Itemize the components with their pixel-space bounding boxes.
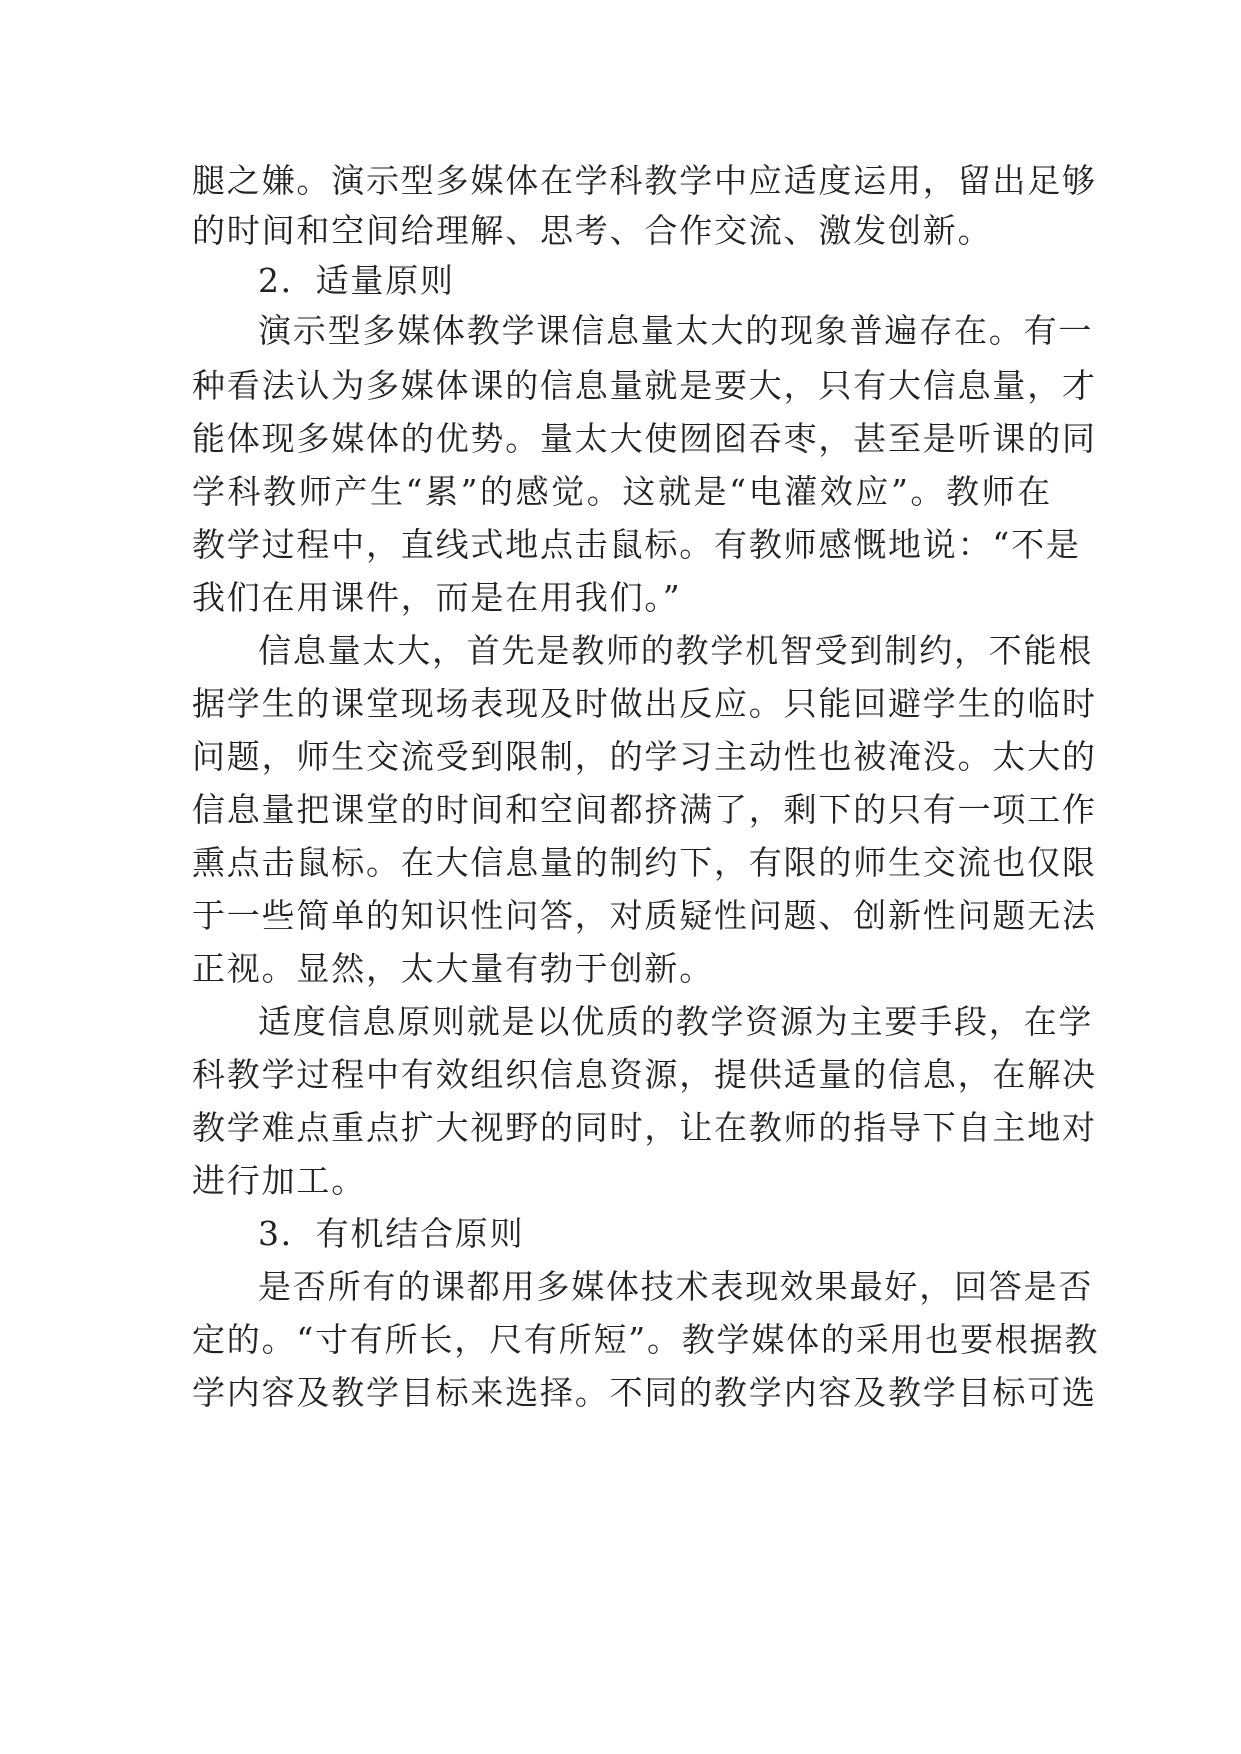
- text-line: 教学难点重点扩大视野的同时，让在教师的指导下自主地对: [192, 1108, 1097, 1147]
- text-line: 熏点击鼠标。在大信息量的制约下，有限的师生交流也仅限: [192, 843, 1097, 882]
- text-line: 能体现多媒体的优势。量太大使囫囵吞枣，甚至是听课的同: [192, 419, 1097, 458]
- section-heading: 2．适量原则: [258, 261, 455, 300]
- text-line: 的时间和空间给理解、思考、合作交流、激发创新。: [192, 211, 993, 250]
- text-line: 适度信息原则就是以优质的教学资源为主要手段，在学: [258, 1002, 1094, 1041]
- text-line: 种看法认为多媒体课的信息量就是要大，只有大信息量，才: [192, 366, 1097, 405]
- text-line: 信息量太大，首先是教师的教学机智受到制约，不能根: [258, 631, 1094, 670]
- text-line: 教学过程中，直线式地点击鼠标。有教师感慨地说：“不是: [192, 525, 1081, 564]
- text-line: 演示型多媒体教学课信息量太大的现象普遍存在。有一: [258, 311, 1094, 350]
- text-line: 科教学过程中有效组织信息资源，提供适量的信息，在解决: [192, 1055, 1097, 1094]
- text-line: 是否所有的课都用多媒体技术表现效果最好，回答是否: [258, 1267, 1094, 1306]
- text-line: 我们在用课件，而是在用我们。”: [192, 578, 682, 617]
- text-line: 定的。“寸有所长，尺有所短”。教学媒体的采用也要根据教: [192, 1320, 1100, 1359]
- section-heading: 3．有机结合原则: [258, 1214, 525, 1253]
- text-line: 据学生的课堂现场表现及时做出反应。只能回避学生的临时: [192, 684, 1097, 723]
- text-line: 问题，师生交流受到限制，的学习主动性也被淹没。太大的: [192, 737, 1097, 776]
- text-line: 学科教师产生“累”的感觉。这就是“电灌效应”。教师在: [192, 472, 1052, 511]
- text-line: 学内容及教学目标来选择。不同的教学内容及教学目标可选: [192, 1373, 1097, 1412]
- text-line: 于一些简单的知识性问答，对质疑性问题、创新性问题无法: [192, 896, 1097, 935]
- text-line: 进行加工。: [192, 1161, 366, 1200]
- text-line: 正视。显然，太大量有勃于创新。: [192, 949, 714, 988]
- text-line: 信息量把课堂的时间和空间都挤满了，剩下的只有一项工作: [192, 790, 1097, 829]
- text-line: 腿之嫌。演示型多媒体在学科教学中应适度运用，留出足够: [192, 161, 1097, 200]
